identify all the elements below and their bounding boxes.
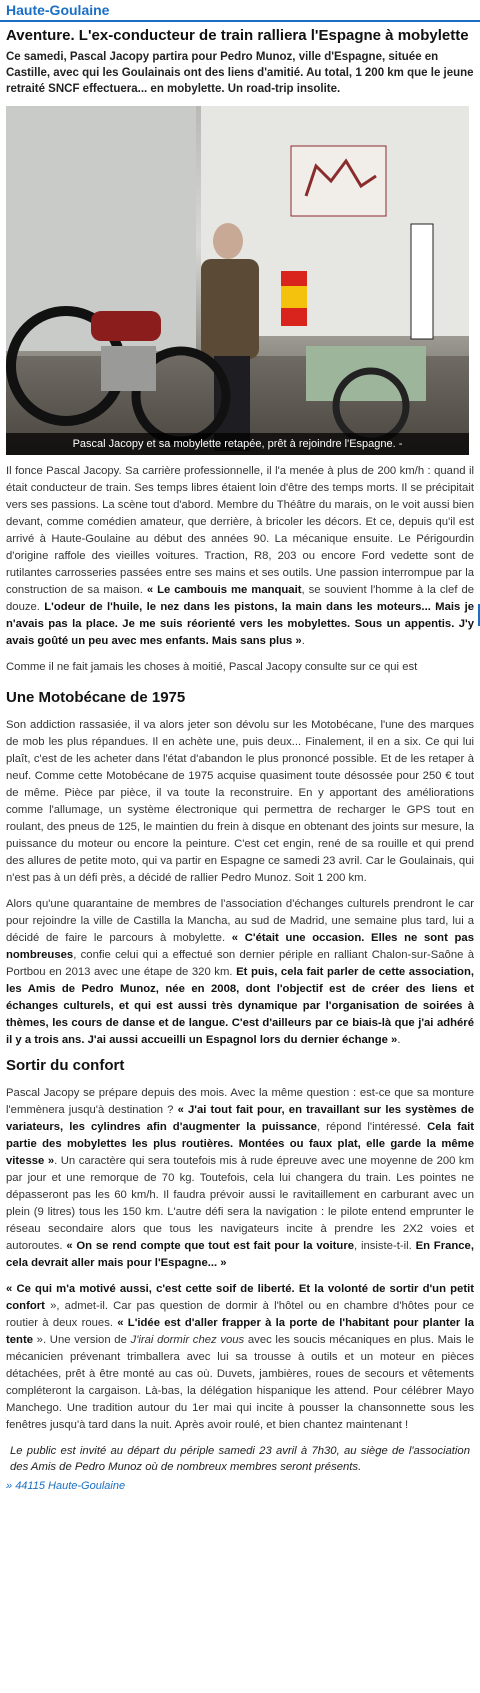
p6-text-b: », admet-il. Car pas question de dormir à l'hôtel ou en chambre d'hôtes pour ce routier à deux roues. xyxy=(6,1300,474,1329)
paragraph-3: Son addiction rassasiée, il va alors jeter son dévolu sur les Motobécane, l'une des marques de mob les plus répandues. Il en achète une, puis deux... Finalement, il en a six. Ce qui lui plaît, c'est de les acheter dans l'état d'abandon le plus prononcé possible. Et de les retaper à neuf. Comme cette Motobécane de 1975 acquise quasiment toute désossée pour 250 € tout de même. Pièce par pièce, il va toute la reconstruire. En y apportant des améliorations comme l'allumage, un système électronique qui permettra de recharger le GPS tout en roulant, des pneus de 125, le maintien du frein à disque en obtenant des joints sur mesure, la puissance du moteur ou encore la peinture. C'est cet engin, rené de sa rouille et qui prend des allures de petite moto, qui va partir en Espagne ce samedi 23 avril. Car le Goulainais, qui n'est pas à un défi près, a décidé de rallier Pedro Munoz. Soit 1 200 km. xyxy=(6,719,474,884)
article-lead: Ce samedi, Pascal Jacopy partira pour Pedro Munoz, ville d'Espagne, située en Castille, avec qui les Goulainais ont des liens d'amitié. Au total, 1 200 km que le jeune retraité SNCF effectuera... en mobylette. Un road-trip insolite. xyxy=(6,51,474,95)
article-body-3 xyxy=(0,1085,480,1434)
paragraph-2: Comme il ne fait jamais les choses à moitié, Pascal Jacopy consulte sur ce qui est xyxy=(6,661,418,673)
event-footnote: Le public est invité au départ du périple samedi 23 avril à 7h30, au siège de l'association des Amis de Pedro Munoz où de nombreux membres seront présents. xyxy=(10,1445,470,1473)
article-body-2 xyxy=(0,717,480,1049)
article-body xyxy=(0,463,480,676)
p4-text-e: . xyxy=(397,1034,401,1046)
subheading-motobecane: Une Motobécane de 1975 xyxy=(6,689,186,706)
photo-flag-breton xyxy=(411,224,433,339)
photo-scene-svg xyxy=(6,106,469,455)
paragraph-5 xyxy=(6,1085,474,1272)
p5-text-g: , insiste-t-il. xyxy=(354,1240,416,1252)
paragraph-6 xyxy=(6,1281,474,1434)
location-underline xyxy=(0,20,480,22)
photo-sign xyxy=(291,146,386,216)
p6-text-d: ». Une version de xyxy=(33,1334,131,1346)
p4-quote-b: Et puis, cela fait parler de cette association, les Amis de Pedro Munoz, née en 2008, dont l'objectif est de créer des liens et échanges culturels, et qui est aussi très dynamique par l'organisation de soirées à thèmes, les cours de danse et de langue. C'est d'ailleurs par ce biais-là que j'ai adhéré il y a trois ans. J'ai aussi accueilli un Espagnol lors du dernier échange » xyxy=(6,966,474,1046)
photo-bike-tank xyxy=(91,311,161,341)
p5-quote-a: « J'ai tout fait pour, en travaillant sur les systèmes de variateurs, les cylindres afin d'augmenter la puissance xyxy=(6,1104,474,1133)
paragraph-1 xyxy=(6,463,474,650)
p4-text-c: , confie celui qui a effectué son dernier périple en ralliant Chalon-sur-Saône à Portbou en 2013 avec une étape de 320 km. xyxy=(6,949,474,978)
article-photo[interactable] xyxy=(6,106,469,455)
p6-text-f: avec les soucis mécaniques en plus. Mais le mécanicien prévenant trimballera avec lui sa trousse à outils et un moteur en pièces détachées, prêt à être monté au cas où. Duvets, jambières, roues de secours et vêtements compléteront la cargaison. Là-bas, la délégation hispanique les attend. Pour célébrer Mayo Manchego. Une tradition autour du 1er mai qui incite à pousser la chansonnette sous les fenêtres jusqu'à tard dans la nuit. Après avoir roulé, et bien chantez maintenant ! xyxy=(6,1334,474,1431)
p1-text-a: Il fonce Pascal Jacopy. Sa carrière professionnelle, il l'a menée à plus de 200 km/h : quand il était conducteur de train. Ses temps libres étaient loin d'être des temps morts. Il se précipitait vers ses passions. La scène tout d'abord. Membre du Théâtre du marais, on le voit aussi bien devant, comme comédien amateur, que derrière, à bricoler les décors. Et ce, depuis qu'il est arrivé à Haute-Goulaine au début des années 90. La mécanique ensuite. Le Périgourdin d'origine raffole des vieilles voitures. Traction, R8, 203 ou encore Ford vedette sont de rutilantes carrosseries passées entre ses mains et ses outils. Une passion interrompue par la construction de sa maison. xyxy=(6,465,474,596)
tag-arrow-icon: » xyxy=(6,1480,13,1492)
p4-text-a: Alors qu'une quarantaine de membres de l'association d'échanges culturels prendront le car pour rejoindre la ville de Castilla la Mancha, au sud de Madrid, une semaine plus tard, lui a décidé de faire le parcours à mobylette. xyxy=(6,898,474,944)
photo-flag-spain-yellow xyxy=(281,286,307,308)
p5-text-e: . Un caractère qui sera toutefois mis à rude épreuve avec une moyenne de 200 km par jour et une remorque de 70 kg. Toutefois, cela lui changera du train. Les pointes ne dépasseront pas les 60 km/h. Il faudra prévoir aussi le ravitaillement en carburant avec un plein (9 litres) tous les 150 km. L'autre défi sera la navigation : le pilote entend emprunter le réseau secondaire alors que tous les navigateurs incite à prendre les 2X2 voies et autoroutes. xyxy=(6,1155,474,1252)
p5-text-a: Pascal Jacopy se prépare depuis des mois. Avec la même question : est-ce que sa monture l'emmènera jusqu'à destination ? xyxy=(6,1087,474,1116)
p1-text-e: . xyxy=(301,635,305,647)
tag-text[interactable]: 44115 Haute-Goulaine xyxy=(15,1480,126,1492)
article-headline: Aventure. L'ex-conducteur de train ralliera l'Espagne à mobylette xyxy=(6,27,469,44)
p4-quote-a: « C'était une occasion. Elles ne sont pas nombreuses xyxy=(6,932,474,961)
photo-man-jacket xyxy=(201,259,259,359)
photo-man-head xyxy=(213,223,243,259)
p6-title-ref: J'irai dormir chez vous xyxy=(130,1334,245,1346)
p1-quote-b: L'odeur de l'huile, le nez dans les pistons, la main dans les moteurs... Mais je n'avais pas la place. Je me suis réorienté vers les mobylettes. Sous un appentis. J'y avais goûté un peu avec mes enfants. Mais sans plus » xyxy=(6,601,474,647)
p5-text-c: , répond l'intéressé. xyxy=(316,1121,428,1133)
p5-quote-c: « On se rend compte que tout est fait pour la voiture xyxy=(66,1240,355,1252)
subheading-confort: Sortir du confort xyxy=(6,1057,125,1074)
paragraph-4 xyxy=(6,896,474,1049)
location-tag-link[interactable] xyxy=(0,1480,480,1492)
p1-text-c: , se souvient l'homme à la clef de douze. xyxy=(6,584,475,613)
p5-quote-b: Cela fait partie des mobylettes les plus routières. Montées ou faux plat, elle garde la même vitesse » xyxy=(6,1121,475,1167)
p6-quote-a: « Ce qui m'a motivé aussi, c'est cette soif de liberté. Et la volonté de sortir d'un petit confort xyxy=(6,1283,474,1312)
p1-quote-a: « Le cambouis me manquait xyxy=(146,584,302,596)
location-label[interactable]: Haute-Goulaine xyxy=(0,0,480,20)
p6-quote-b: « L'idée est d'aller frapper à la porte de l'habitant pour planter la tente xyxy=(6,1317,474,1346)
photo-bike-engine xyxy=(101,346,156,391)
photo-caption: Pascal Jacopy et sa mobylette retapée, prêt à rejoindre l'Espagne. - xyxy=(6,433,469,455)
p5-quote-d: En France, cela devrait aller mais pour l'Espagne... » xyxy=(6,1240,474,1269)
